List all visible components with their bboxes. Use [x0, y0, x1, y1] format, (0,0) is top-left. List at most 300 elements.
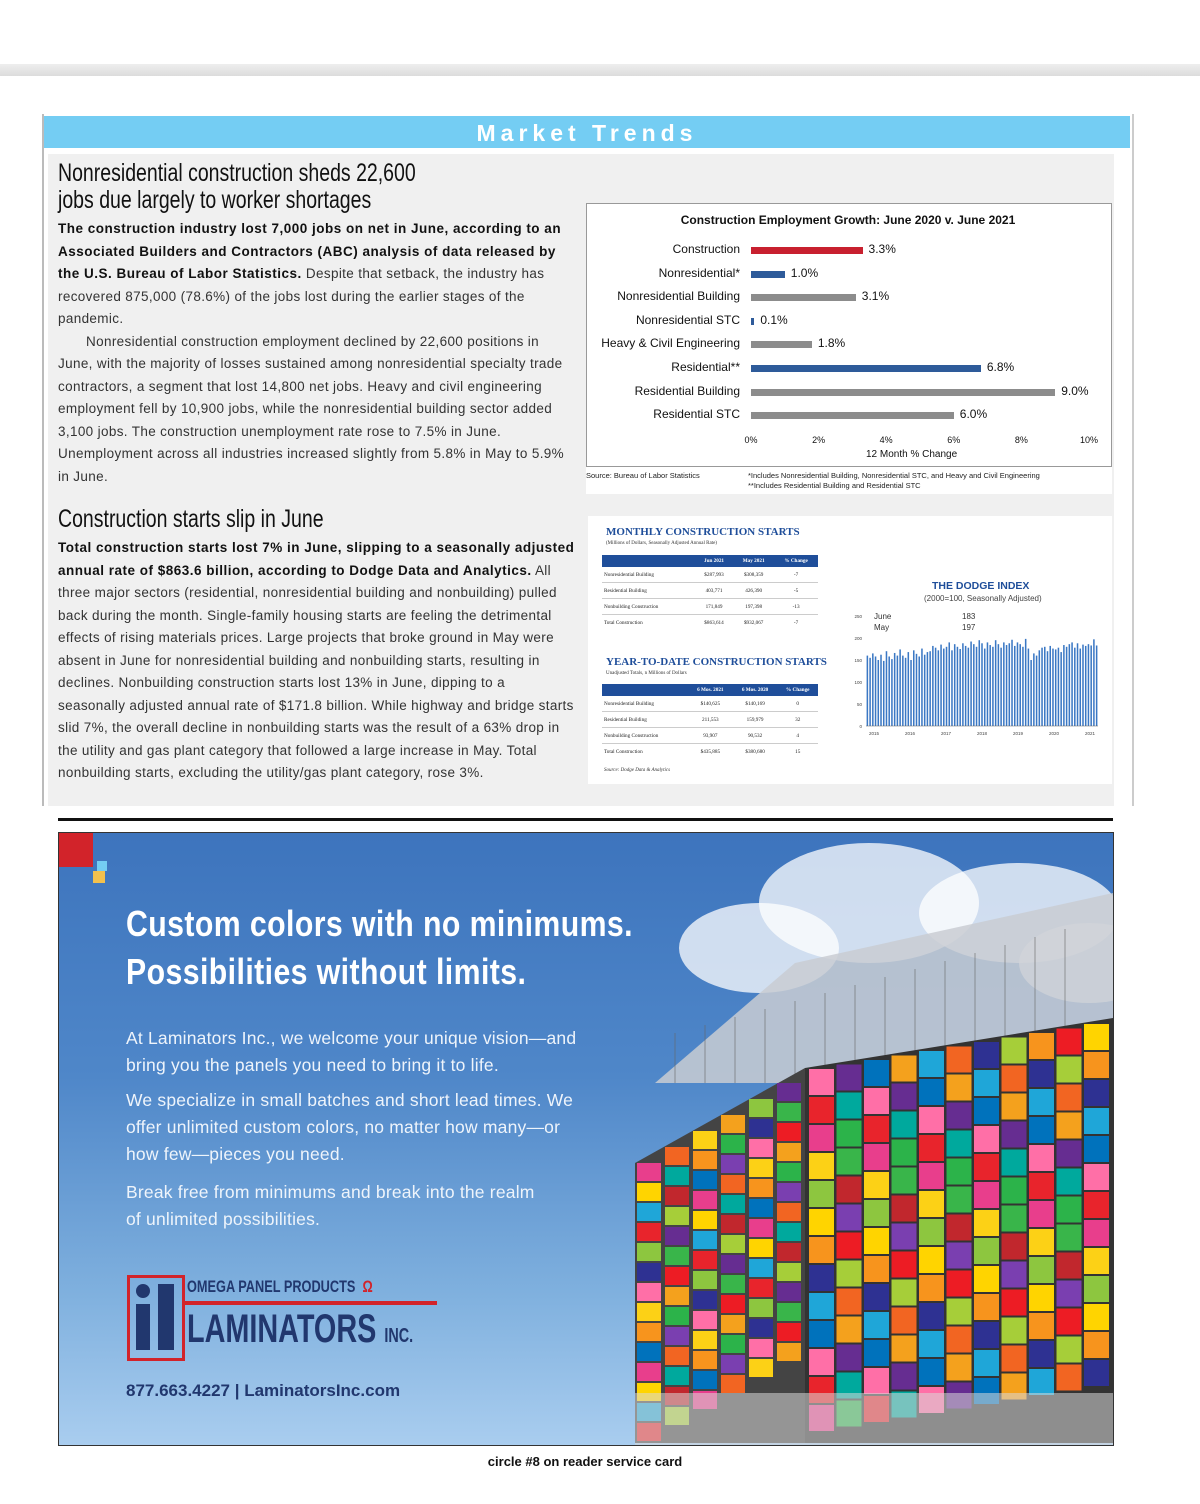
facade-panel	[947, 1215, 972, 1241]
facade-panel	[809, 1153, 834, 1179]
facade-panel	[1057, 1197, 1082, 1223]
facade-panel	[892, 1196, 917, 1222]
facade-panel	[864, 1200, 889, 1226]
chart-x-tick: 10%	[1079, 435, 1099, 445]
facade-panel	[947, 1075, 972, 1101]
dodge-bar	[970, 642, 972, 726]
dodge-bar	[1055, 649, 1057, 726]
facade-panel	[1084, 1052, 1109, 1078]
facade-panel	[1084, 1136, 1109, 1162]
dodge-bar	[1033, 653, 1035, 726]
facade-panel	[1029, 1089, 1054, 1115]
facade-panel	[665, 1367, 689, 1385]
dodge-bar	[1041, 648, 1043, 726]
chart-title: Construction Employment Growth: June 2020 v. June 2021	[680, 213, 1016, 227]
chart-value-label: 6.0%	[959, 407, 988, 422]
table-cell: $435,885	[688, 744, 733, 760]
dodge-bar	[1039, 650, 1041, 726]
facade-panel	[1029, 1229, 1054, 1255]
dodge-bar	[951, 650, 953, 726]
facade-panel	[777, 1083, 801, 1101]
facade-panel	[1057, 1113, 1082, 1139]
dodge-x-tick: 2021	[1084, 731, 1096, 736]
chart-value-label: 6.8%	[986, 360, 1015, 374]
facade-panel	[919, 1163, 944, 1189]
facade-panel	[1002, 1262, 1027, 1288]
facade-panel	[1029, 1033, 1054, 1059]
article1-headline-line2: jobs due largely to worker shortages	[58, 186, 372, 214]
dodge-bar	[1047, 651, 1049, 726]
dodge-bar	[1069, 644, 1071, 726]
facade-panel	[721, 1375, 745, 1393]
facade-panel	[1057, 1337, 1082, 1363]
facade-panel	[749, 1299, 773, 1317]
facade-panel	[809, 1181, 834, 1207]
facade-panel	[892, 1084, 917, 1110]
dodge-bar	[968, 648, 970, 726]
dodge-bar	[979, 640, 981, 726]
table-cell: 4	[777, 728, 818, 744]
facade-panel	[777, 1143, 801, 1161]
table-cell: $380,680	[733, 744, 778, 760]
facade-panel	[721, 1155, 745, 1173]
dodge-legend-may-label: May	[874, 623, 890, 632]
dodge-bar	[981, 643, 983, 726]
dodge-index-chart	[846, 606, 1102, 741]
dodge-bar	[989, 645, 991, 726]
facade-panel	[749, 1259, 773, 1277]
facade-panel	[1084, 1332, 1109, 1358]
facade-panel	[693, 1191, 717, 1209]
ad-headline-2: Possibilities without limits.	[126, 951, 527, 992]
facade-panel	[721, 1255, 745, 1273]
facade-panel	[974, 1294, 999, 1320]
facade-panel	[637, 1303, 661, 1321]
facade-panel	[837, 1121, 862, 1147]
dodge-bar	[867, 656, 869, 726]
facade-panel	[1084, 1248, 1109, 1274]
building-base-sketch	[635, 1393, 1113, 1445]
dodge-bar	[1009, 643, 1011, 726]
table-cell: $932,067	[733, 615, 774, 631]
facade-panel	[749, 1219, 773, 1237]
dodge-source: Source: Dodge Data & Analytics	[604, 768, 671, 773]
dodge-bar	[987, 642, 989, 726]
chart-category-label: Residential STC	[653, 407, 740, 422]
dodge-legend-may-value: 197	[962, 623, 976, 632]
chart-source: Source: Bureau of Labor Statistics	[586, 471, 700, 480]
reader-service-note: circle #8 on reader service card	[487, 1454, 683, 1469]
dodge-bar	[921, 649, 923, 726]
facade-panel	[665, 1307, 689, 1325]
facade-panel	[809, 1209, 834, 1235]
chart-bar	[751, 412, 954, 419]
dodge-bar	[1096, 645, 1098, 726]
facade-panel	[892, 1364, 917, 1390]
dodge-bar	[957, 647, 959, 726]
dodge-x-tick: 2018	[976, 731, 988, 736]
section-banner: Market Trends	[44, 116, 1130, 148]
facade-panel	[665, 1187, 689, 1205]
facade-panel	[837, 1093, 862, 1119]
employment-growth-chart	[586, 203, 1112, 494]
dodge-bar	[875, 656, 877, 726]
facade-panel	[1002, 1234, 1027, 1260]
facade-panel	[864, 1368, 889, 1394]
facade-panel	[777, 1223, 801, 1241]
article1-paragraph-2: Nonresidential construction employment declined by 22,600 positions in June, with the majority of losses sustained among nonresidential specialty trade contractors, a segment that lost 14,800 net jobs. Heavy and civil engineering employment fell by 10,900 jobs, while the nonresidential building sector added 3,100 jobs. The construction unemployment rate rose to 7.5% in June. Unemployment across all industries increased slightly from 5.8% in May to 5.9% in June.	[58, 333, 565, 484]
facade-panel	[919, 1051, 944, 1077]
dodge-bar	[948, 642, 950, 726]
monthly-starts-title: MONTHLY CONSTRUCTION STARTS	[606, 526, 800, 538]
dodge-bar	[1044, 647, 1046, 726]
facade-panel	[837, 1261, 862, 1287]
facade-panel	[1002, 1038, 1027, 1064]
facade-panel	[693, 1331, 717, 1349]
table-header-cell	[602, 684, 688, 696]
dodge-bar	[995, 640, 997, 726]
facade-panel	[665, 1207, 689, 1225]
facade-panel	[721, 1175, 745, 1193]
facade-panel	[1057, 1281, 1082, 1307]
dodge-bar	[918, 656, 920, 726]
facade-panel	[665, 1147, 689, 1165]
facade-panel	[721, 1215, 745, 1233]
table-cell: $140,169	[733, 696, 778, 712]
table-cell: 426,390	[733, 583, 774, 599]
dodge-bar	[924, 655, 926, 726]
facade-panel	[947, 1327, 972, 1353]
facade-panel	[1057, 1141, 1082, 1167]
facade-panel	[974, 1266, 999, 1292]
facade-panel	[809, 1125, 834, 1151]
table-header-cell: 6 Mos. 2021	[688, 684, 733, 696]
facade-panel	[974, 1182, 999, 1208]
chart-x-tick: 4%	[879, 435, 893, 445]
table-cell: -7	[774, 615, 818, 631]
dodge-bar	[927, 652, 929, 726]
ytd-starts-title: YEAR-TO-DATE CONSTRUCTION STARTS	[606, 656, 827, 668]
facade-panel	[637, 1343, 661, 1361]
dodge-bar	[946, 647, 948, 726]
article1-headline-line1: Nonresidential construction sheds 22,600	[58, 159, 416, 187]
dodge-bar	[1074, 648, 1076, 726]
facade-panel	[947, 1187, 972, 1213]
dodge-x-tick: 2020	[1048, 731, 1060, 736]
article1-headline	[58, 160, 416, 214]
facade-panel	[693, 1311, 717, 1329]
dodge-bar	[1052, 649, 1054, 726]
facade-panel	[693, 1291, 717, 1309]
dodge-bar	[973, 644, 975, 726]
dodge-bar	[888, 656, 890, 726]
facade-panel	[777, 1203, 801, 1221]
chart-bar	[751, 271, 785, 278]
table-cell: $863,614	[695, 615, 733, 631]
facade-panel	[947, 1299, 972, 1325]
facade-panel	[864, 1172, 889, 1198]
chart-value-label: 9.0%	[1061, 383, 1089, 398]
colorful-building-image	[635, 833, 1113, 1445]
facade-panel	[749, 1199, 773, 1217]
dodge-y-tick: 50	[856, 702, 862, 707]
facade-panel	[693, 1371, 717, 1389]
facade-panel	[665, 1267, 689, 1285]
facade-panel	[837, 1317, 862, 1343]
facade-panel	[864, 1284, 889, 1310]
facade-panel	[1057, 1253, 1082, 1279]
facade-panel	[1084, 1304, 1109, 1330]
dodge-bar	[1028, 649, 1030, 726]
table-cell: Total Construction	[602, 615, 695, 631]
facade-panel	[693, 1151, 717, 1169]
facade-panel	[777, 1283, 801, 1301]
facade-panel	[1057, 1365, 1082, 1391]
dodge-bar	[886, 651, 888, 726]
facade-panel	[665, 1347, 689, 1365]
facade-panel	[637, 1243, 661, 1261]
facade-panel	[1029, 1285, 1054, 1311]
dodge-bar	[883, 661, 885, 726]
dodge-bar	[1079, 649, 1081, 726]
ad-paragraph-2: We specialize in small batches and short lead times. We offer unlimited custom colors, no matter how many—or how few—pieces you need.	[126, 1090, 574, 1164]
facade-panel	[837, 1177, 862, 1203]
facade-panel	[721, 1335, 745, 1353]
facade-panel	[749, 1159, 773, 1177]
facade-panel	[809, 1293, 834, 1319]
dodge-bar	[910, 660, 912, 726]
laminators-advertisement	[58, 832, 1114, 1446]
facade-panel	[1084, 1080, 1109, 1106]
facade-panel	[749, 1359, 773, 1377]
dodge-bar	[905, 658, 907, 726]
chart-bar	[751, 389, 1055, 396]
dodge-bar	[872, 653, 874, 726]
logo-red-rule	[183, 1301, 437, 1305]
table-cell: Nonresidential Building	[602, 567, 695, 583]
article1-body	[58, 218, 573, 488]
article2-body	[58, 537, 576, 785]
dodge-bar	[932, 646, 934, 726]
dodge-bar	[965, 646, 967, 726]
facade-panel	[1057, 1085, 1082, 1111]
chart-footnote-2: **Includes Residential Building and Residential STC	[748, 481, 921, 490]
table-cell: 211,553	[688, 712, 733, 728]
chart-category-label: Nonresidential*	[658, 265, 740, 280]
facade-panel	[864, 1312, 889, 1338]
table-cell: Nonbuilding Construction	[602, 599, 695, 615]
facade-panel	[693, 1271, 717, 1289]
ad-contact[interactable]: 877.663.4227 | LaminatorsInc.com	[126, 1381, 401, 1400]
dodge-bar	[899, 649, 901, 726]
facade-panel	[777, 1263, 801, 1281]
facade-panel	[974, 1238, 999, 1264]
facade-panel	[947, 1159, 972, 1185]
chart-value-label: 3.3%	[868, 242, 896, 256]
facade-panel	[1029, 1369, 1054, 1395]
facade-panel	[721, 1195, 745, 1213]
facade-panel	[947, 1103, 972, 1129]
chart-bar	[751, 318, 754, 325]
dodge-bar	[1003, 642, 1005, 726]
chart-bar	[751, 365, 981, 372]
facade-panel	[1057, 1057, 1082, 1083]
table-row	[602, 712, 818, 728]
dodge-bar	[880, 655, 882, 726]
facade-panel	[665, 1167, 689, 1185]
facade-panel	[1084, 1024, 1109, 1050]
facade-panel	[974, 1098, 999, 1124]
facade-panel	[749, 1319, 773, 1337]
facade-panel	[721, 1235, 745, 1253]
logo-laminators: LAMINATORS INC.	[187, 1307, 414, 1351]
chart-footnote-1: *Includes Nonresidential Building, Nonresidential STC, and Heavy and Civil Engineering	[748, 471, 1040, 480]
dodge-bar	[1006, 645, 1008, 726]
facade-panel	[974, 1322, 999, 1348]
dodge-bar	[1036, 656, 1038, 726]
facade-panel	[777, 1323, 801, 1341]
facade-panel	[837, 1233, 862, 1259]
table-header-cell	[602, 555, 695, 567]
facade-panel	[837, 1289, 862, 1315]
dodge-bar	[1014, 646, 1016, 726]
dodge-bar	[908, 652, 910, 726]
dodge-bar	[1071, 642, 1073, 726]
dodge-index-subtitle: (2000=100, Seasonally Adjusted)	[924, 594, 1042, 603]
facade-panel	[892, 1168, 917, 1194]
table-cell: Residential Building	[602, 583, 695, 599]
table-cell: 90,532	[733, 728, 778, 744]
facade-panel	[1002, 1318, 1027, 1344]
facade-panel	[637, 1323, 661, 1341]
facade-panel	[947, 1355, 972, 1381]
facade-panel	[637, 1203, 661, 1221]
table-cell: $308,359	[733, 567, 774, 583]
chart-bar	[751, 247, 863, 254]
dodge-bar	[1066, 647, 1068, 726]
facade-panel	[749, 1239, 773, 1257]
facade-panel	[1057, 1169, 1082, 1195]
dodge-y-tick: 0	[859, 724, 862, 729]
dodge-bar	[1017, 642, 1019, 726]
facade-panel	[919, 1247, 944, 1273]
facade-panel	[777, 1243, 801, 1261]
facade-panel	[637, 1223, 661, 1241]
facade-panel	[721, 1295, 745, 1313]
facade-panel	[809, 1237, 834, 1263]
dodge-bar	[984, 649, 986, 726]
table-row	[602, 696, 818, 712]
chart-x-tick: 8%	[1014, 435, 1028, 445]
facade-panel	[1057, 1225, 1082, 1251]
facade-panel	[974, 1070, 999, 1096]
article2-lead-rest: All three major sectors (residential, nonresidential building and nonbuilding) pulled back during the month. Single-family housing starts are feeling the detrimental effects of rising materials prices. Large projects that broke ground in May were absent in June for nonresidential building and nonbuilding starts, resulting in declines. Nonbuilding construction starts lost 13% in June, dipping to a seasonally adjusted annual rate of $171.8 billion. While highway and bridge starts slid 7%, the overall decline in nonbuilding starts was the result of a 63% drop in the utility and gas plant category that followed a large increase in May. Total nonbuilding starts, excluding the utility/gas plant category, rose 3%.	[58, 562, 574, 780]
chart-bar	[751, 294, 856, 301]
facade-panel	[892, 1140, 917, 1166]
facade-panel	[693, 1131, 717, 1149]
dodge-bar	[976, 647, 978, 726]
table-cell: 32	[777, 712, 818, 728]
facade-panel	[947, 1131, 972, 1157]
chart-x-tick: 2%	[812, 435, 826, 445]
facade-panel	[1002, 1150, 1027, 1176]
dodge-x-tick: 2016	[904, 731, 916, 736]
dodge-legend-june-label: June	[874, 612, 892, 621]
decor-blue-square	[97, 861, 107, 871]
dodge-bar	[897, 656, 899, 726]
chart-value-label: 1.0%	[790, 265, 819, 280]
table-row	[602, 744, 818, 760]
omega-icon: Ω	[362, 1277, 373, 1296]
facade-panel	[947, 1271, 972, 1297]
facade-panel	[974, 1350, 999, 1376]
facade-panel	[864, 1340, 889, 1366]
chart-value-label: 0.1%	[760, 312, 788, 327]
dodge-bar	[1077, 643, 1079, 726]
dodge-bar	[1060, 652, 1062, 726]
chart-category-label: Residential**	[671, 360, 740, 374]
facade-panel	[919, 1359, 944, 1385]
section-divider	[58, 818, 1113, 821]
article1-lead-rest: Despite that setback, the industry has recovered 875,000 (78.6%) of the jobs lost during the earlier stages of the pandemic.	[58, 266, 545, 326]
facade-panel	[693, 1231, 717, 1249]
facade-panel	[892, 1224, 917, 1250]
facade-panel	[637, 1183, 661, 1201]
dodge-bar	[1082, 645, 1084, 726]
facade-panel	[665, 1247, 689, 1265]
facade-panel	[637, 1263, 661, 1281]
decor-red-square	[59, 833, 93, 867]
facade-panel	[721, 1275, 745, 1293]
facade-panel	[1057, 1029, 1082, 1055]
facade-panel	[1002, 1290, 1027, 1316]
dodge-x-tick: 2017	[940, 731, 952, 736]
table-header-cell: Jun 2021	[695, 555, 733, 567]
table-row	[602, 728, 818, 744]
facade-panel	[892, 1308, 917, 1334]
facade-panel	[749, 1139, 773, 1157]
chart-value-label: 1.8%	[817, 336, 846, 351]
facade-panel	[1029, 1341, 1054, 1367]
ytd-starts-table	[602, 684, 818, 759]
dodge-bar	[959, 649, 961, 726]
facade-panel	[749, 1099, 773, 1117]
dodge-bar	[938, 650, 940, 726]
dodge-bar	[935, 648, 937, 726]
table-cell: 403,771	[695, 583, 733, 599]
facade-panel	[1002, 1066, 1027, 1092]
facade-panel	[892, 1280, 917, 1306]
dodge-bar	[1090, 645, 1092, 726]
facade-panel	[1084, 1276, 1109, 1302]
facade-panel	[749, 1119, 773, 1137]
facade-panel	[637, 1163, 661, 1181]
dodge-bar	[1011, 640, 1013, 726]
facade-panel	[665, 1327, 689, 1345]
table-row	[602, 599, 818, 615]
facade-panel	[809, 1069, 834, 1095]
facade-panel	[974, 1154, 999, 1180]
table-header-cell: % Change	[777, 684, 818, 696]
facade-panel	[777, 1303, 801, 1321]
table-cell: 197,398	[733, 599, 774, 615]
facade-panel	[974, 1042, 999, 1068]
table-cell: -7	[774, 567, 818, 583]
facade-panel	[1057, 1309, 1082, 1335]
facade-panel	[749, 1179, 773, 1197]
table-cell: Total Construction	[602, 744, 688, 760]
facade-panel	[974, 1210, 999, 1236]
